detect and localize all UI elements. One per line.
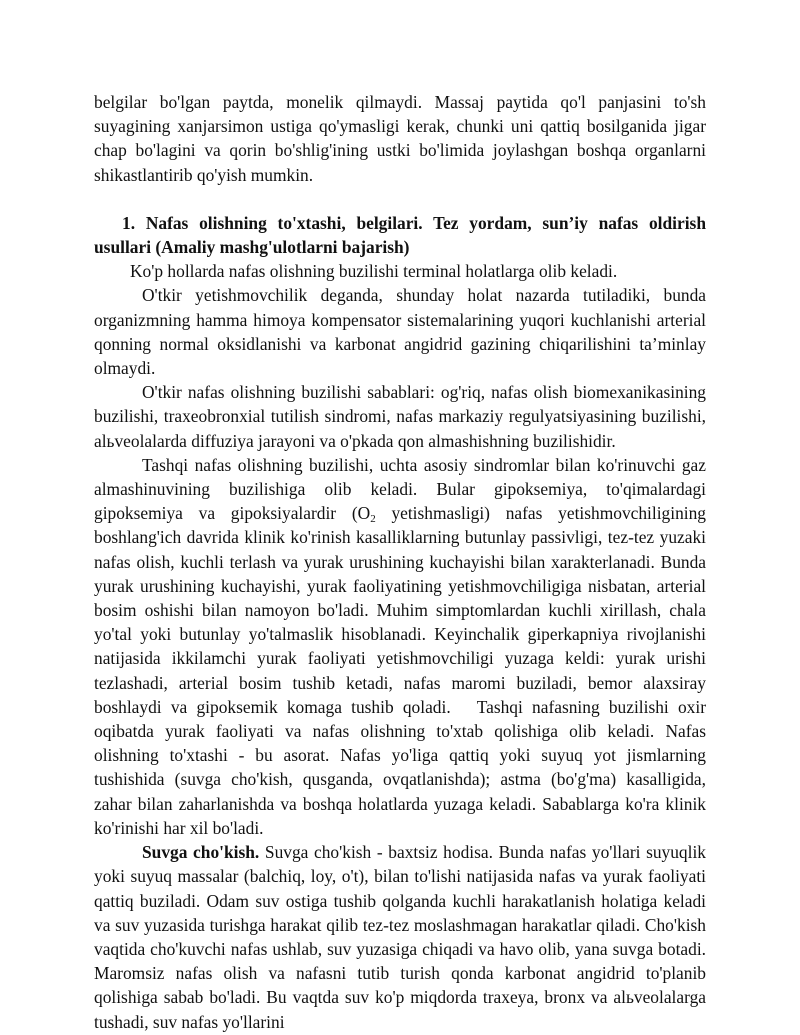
paragraph-4-part-b: yetishmasligi) nafas yetishmovchiligining boshlang'ich davrida klinik ko'rinish kasalliklarning butunlay passivligi, tez-tez yuzaki nafas olish, kuchli terlash va yurak urushining kuchayishi bilan xarakterlanadi. Bunda yurak urushining kuchayishi, yurak faoliyatining yetishmovchiligiga nisbatan, arterial bosim oshishi bilan namoyon bo'ladi. Muhim simptomlardan kuchli xirillash, chala yo'tal yoki butunlay yo'talmaslik hisoblanadi. Keyinchalik giperkapniya rivojlanishi natijasida ikkilamchi yurak faoliyati yetishmovchiligi yuzaga keldi: yurak urishi tezlashadi, arterial bosim tushib ketadi, nafas maromi buziladi, bemor alaxsiray boshlaydi va gipoksemik komaga tushib qoladi. [94, 503, 706, 717]
paragraph-1: Ko'p hollarda nafas olishning buzilishi terminal holatlarga olib keladi. [130, 261, 618, 282]
paragraph-2: O'tkir yetishmovchilik deganda, shunday holat nazarda tutiladiki, bunda organizmning hamma himoya kompensator sistemalarining yuqori kuchlanishi arterial qonning normal oksidlanishi va karbonat angidrid gazining chiqarilishini ta’minlay olmaydi. [94, 285, 706, 379]
paragraph-5-text: Suvga cho'kish - baxtsiz hodisa. Bunda nafas yo'llari suyuqlik yoki suyuq massalar (balchiq, loy, o't), bilan to'lishi natijasida nafas va yurak faoliyati qattiq buziladi. Odam suv ostiga tushib qolganda kuchli harakatlanish holatiga keladi va suv yuzasida turishga harakat qilib tez-tez moslashmagan harakatlar qiladi. Cho'kish vaqtida cho'kuvchi nafas ushlab, suv yuzasiga chiqadi va havo olib, yana suvga botadi. Maromsiz nafas olish va nafasni tutib turish qonda karbonat angidrid to'planib qolishiga sabab bo'ladi. Bu vaqtda suv ko'p miqdorda traxeya, bronx va alьveolalarga tushadi, suv nafas yo'llarini [94, 842, 706, 1032]
paragraph-5 [94, 840, 706, 1034]
oxygen-subscript: 2 [370, 513, 376, 526]
paragraph-3: O'tkir nafas olishning buzilishi sabablari: og'riq, nafas olish biomexanikasining buzilishi, traxeobronxial tutilish sindromi, nafas markaziy regulyatsiyasining buzilishi, alьveolalarda diffuziya jarayoni va o'pkada qon almashishning buzilishidir. [94, 382, 706, 451]
paragraph-4-part-a: Tashqi nafas olishning buzilishi, uchta asosiy sindromlar bilan ko'rinuvchi gaz almashinuvining buzilishiga olib keladi. Bular gipoksemiya, to'qimalardagi gipoksemiya va gipoksiyalardir (O [94, 454, 706, 524]
section-heading: 1. Nafas olishning to'xtashi, belgilari. Tez yordam, sun’iy nafas oldirish usullari (Amaliy mashg'ulotlarni bajarish) [94, 212, 706, 258]
paragraph-4 [94, 453, 706, 840]
paragraph-4-part-c: Tashqi nafasning buzilishi oxir oqibatda yurak faoliyati va nafas olishning to'xtab qolishiga olib keladi. Nafas olishning to'xtashi - bu asorat. Nafas yo'liga qattiq yoki suyuq yot jismlarning tushishida (suvga cho'kish, qusganda, ovqatlanishda); astma (bo'g'ma) kasalligida, zahar bilan zaharlanishda va boshqa holatlarda yuzaga keladi. Sabablarga ko'ra klinik ko'rinishi har xil bo'ladi. [94, 696, 706, 838]
paragraph-5-title: Suvga cho'kish. [142, 842, 260, 863]
spacer [94, 187, 706, 211]
continued-paragraph: belgilar bo'lgan paytda, monelik qilmaydi. Massaj paytida qo'l panjasini to'sh suyagining xanjarsimon ustiga qo'ymasligi kerak, chunki uni qattiq bosilganida jigar chap bo'lagini va qorin bo'shlig'ining ustki bo'limida joylashgan boshqa organlarni shikastlantirib qo'yish mumkin. [94, 92, 706, 185]
